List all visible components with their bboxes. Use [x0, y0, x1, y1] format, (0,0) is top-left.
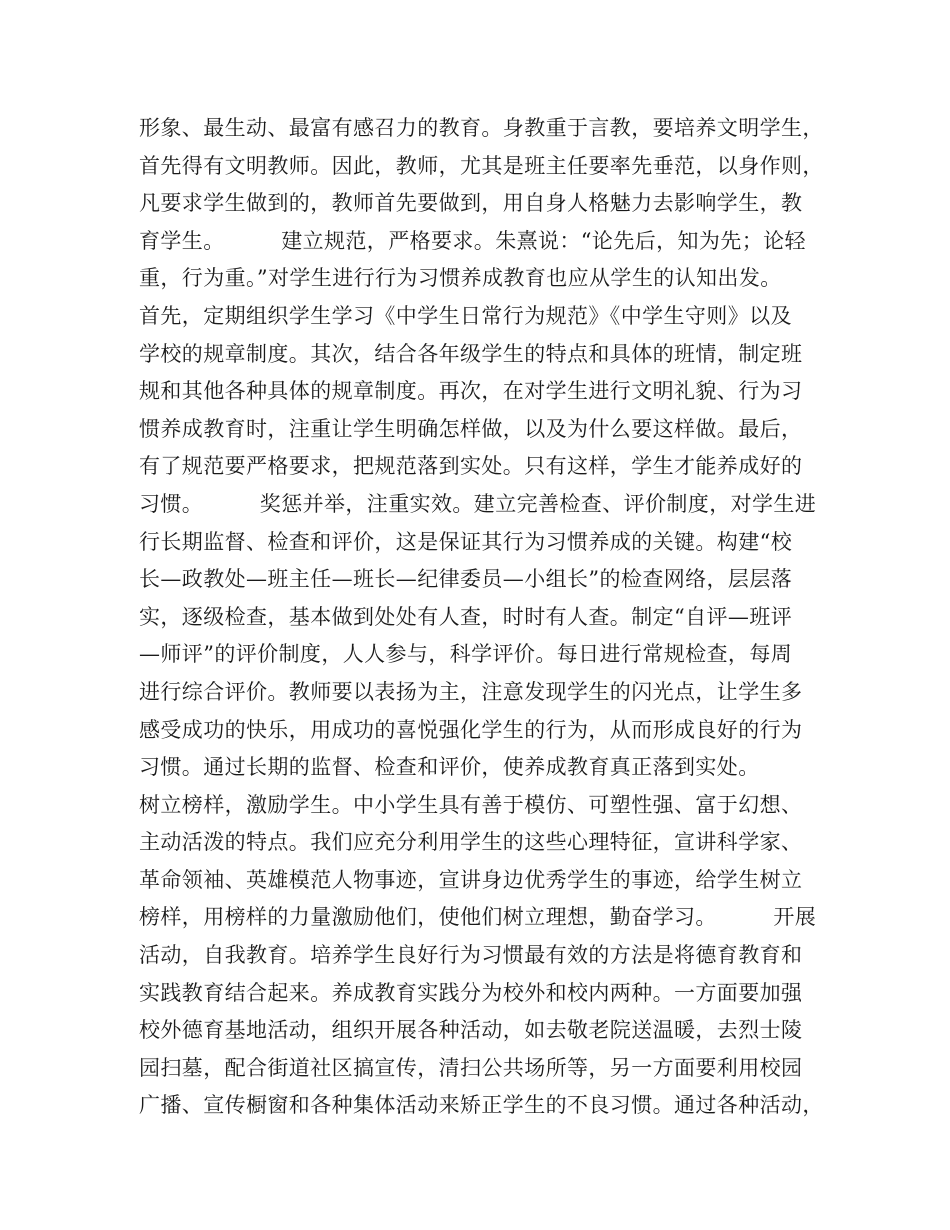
text-line: 重，行为重。”对学生进行行为习惯养成教育也应从学生的认知出发。: [139, 266, 782, 291]
text-line: 感受成功的快乐，用成功的喜悦强化学生的行为，从而形成良好的行为: [139, 717, 803, 742]
text-line: 凡要求学生做到的，教师首先要做到，用自身人格魅力去影响学生，教: [139, 191, 803, 216]
text-line: 园扫墓，配合街道社区搞宣传，清扫公共场所等，另一方面要利用校园: [139, 1055, 803, 1080]
text-line: 规和其他各种具体的规章制度。再次，在对学生进行文明礼貌、行为习: [139, 379, 803, 404]
text-line: 有了规范要严格要求，把规范落到实处。只有这样，学生才能养成好的: [139, 454, 803, 479]
text-line: 校外德育基地活动，组织开展各种活动，如去敬老院送温暖，去烈士陵: [139, 1018, 803, 1043]
body-text: [139, 110, 829, 1125]
text-line: 习惯。通过长期的监督、检查和评价，使养成教育真正落到实处。: [139, 755, 760, 780]
text-line: 首先得有文明教师。因此，教师，尤其是班主任要率先垂范，以身作则，: [139, 153, 824, 178]
text-line: 活动，自我教育。培养学生良好行为习惯最有效的方法是将德育教育和: [139, 943, 803, 968]
text-line: 学校的规章制度。其次，结合各年级学生的特点和具体的班情，制定班: [139, 341, 803, 366]
text-line: 主动活泼的特点。我们应充分利用学生的这些心理特征，宣讲科学家、: [139, 830, 803, 855]
text-line: 实，逐级检查，基本做到处处有人查，时时有人查。制定“自评—班评: [139, 604, 793, 629]
text-line: 树立榜样，激励学生。中小学生具有善于模仿、可塑性强、富于幻想、: [139, 792, 803, 817]
text-line: 进行综合评价。教师要以表扬为主，注意发现学生的闪光点，让学生多: [139, 679, 803, 704]
text-line: 广播、宣传橱窗和各种集体活动来矫正学生的不良习惯。通过各种活动，: [139, 1093, 824, 1118]
text-line: 形象、最生动、最富有感召力的教育。身教重于言教，要培养文明学生，: [139, 116, 824, 140]
text-line: 惯养成教育时，注重让学生明确怎样做，以及为什么要这样做。最后，: [139, 416, 803, 441]
text-line: 榜样，用榜样的力量激励他们，使他们树立理想，勤奋学习。 开展: [139, 905, 817, 930]
text-line: 革命领袖、英雄模范人物事迹，宣讲身边优秀学生的事迹，给学生树立: [139, 867, 803, 892]
text-line: 长—政教处—班主任—班长—纪律委员—小组长”的检查网络，层层落: [139, 567, 793, 592]
text-line: 首先，定期组织学生学习《中学生日常行为规范》《中学生守则》以及: [139, 303, 792, 328]
text-line: 行长期监督、检查和评价，这是保证其行为习惯养成的关键。构建“校: [139, 529, 793, 554]
text-line: 育学生。 建立规范，严格要求。朱熹说：“论先后，知为先；论轻: [139, 228, 806, 253]
text-line: 习惯。 奖惩并举，注重实效。建立完善检查、评价制度，对学生进: [139, 491, 817, 516]
text-line: 实践教育结合起来。养成教育实践分为校外和校内两种。一方面要加强: [139, 980, 803, 1005]
text-line: —师评”的评价制度，人人参与，科学评价。每日进行常规检查，每周: [139, 642, 793, 667]
